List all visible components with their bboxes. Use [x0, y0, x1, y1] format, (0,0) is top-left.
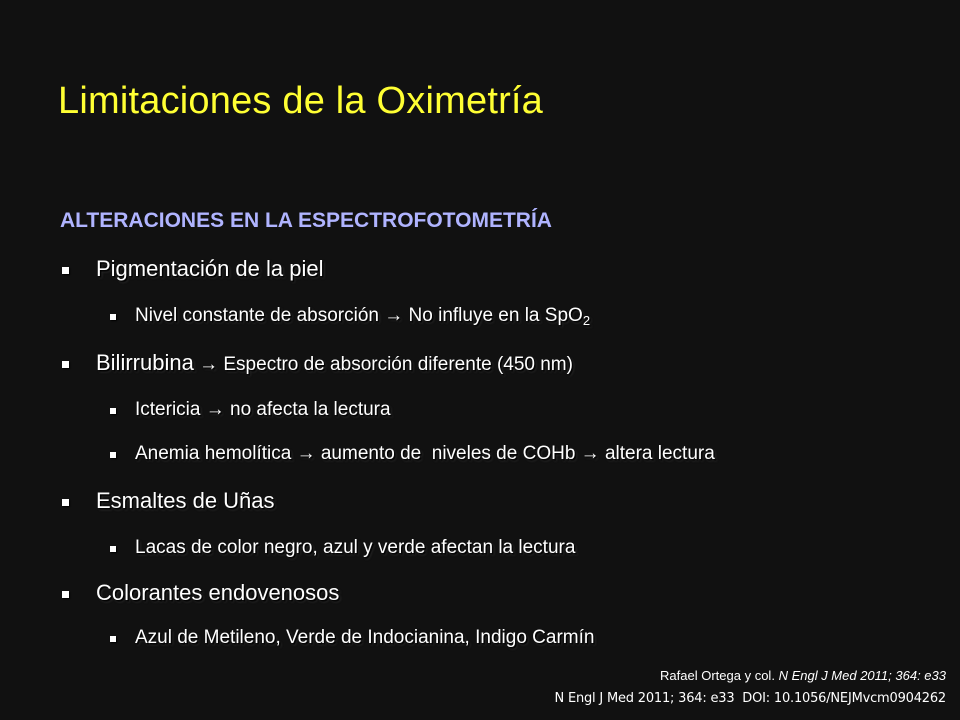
square-bullet-icon: [110, 408, 116, 414]
bullet-text: Anemia hemolítica → aumento de niveles de COHb → altera lectura: [135, 443, 715, 464]
square-bullet-icon: [110, 546, 116, 552]
bullet-text: Pigmentación de la piel: [96, 256, 324, 281]
square-bullet-icon: [62, 499, 69, 506]
bullet-text: Lacas de color negro, azul y verde afectan la lectura: [135, 537, 576, 558]
bullet-text: Esmaltes de Uñas: [96, 488, 275, 513]
bullet-skin-pigmentation: [96, 256, 323, 282]
bullet-jaundice: [135, 399, 391, 421]
bullet-text: Azul de Metileno, Verde de Indocianina, Indigo Carmín: [135, 627, 595, 648]
reference-journal: N Engl J Med 2011; 364: e33: [778, 668, 946, 683]
square-bullet-icon: [110, 314, 116, 320]
subscript-text: 2: [582, 313, 591, 328]
reference-authors-line: [660, 668, 946, 683]
bullet-lacquer-colors: [135, 537, 575, 559]
bullet-iv-dyes: [96, 580, 339, 606]
slide-title: Limitaciones de la Oximetría: [58, 80, 544, 122]
square-bullet-icon: [110, 452, 116, 458]
bullet-bilirubin: [96, 350, 573, 376]
reference-citation: N Engl J Med 2011; 364: e33 DOI: 10.1056/NEJMvcm0904262: [554, 691, 946, 706]
square-bullet-icon: [110, 636, 116, 642]
bullet-text: Ictericia → no afecta la lectura: [135, 399, 391, 420]
reference-authors: Rafael Ortega y col.: [660, 668, 775, 683]
bullet-text: Nivel constante de absorción → No influye en la SpO: [135, 305, 583, 326]
bullet-constant-absorption: [135, 305, 590, 327]
bullet-hemolytic-anemia: [135, 443, 715, 465]
bullet-text: Colorantes endovenosos: [96, 580, 340, 605]
bullet-nail-polish: [96, 488, 275, 514]
bullet-dye-names: [135, 627, 594, 649]
section-heading: ALTERACIONES EN LA ESPECTROFOTOMETRÍA: [60, 209, 552, 232]
square-bullet-icon: [62, 591, 69, 598]
bullet-text-suffix: → Espectro de absorción diferente (450 nm): [193, 354, 573, 375]
square-bullet-icon: [62, 361, 69, 368]
bullet-text: Bilirrubina: [96, 350, 194, 375]
square-bullet-icon: [62, 267, 69, 274]
